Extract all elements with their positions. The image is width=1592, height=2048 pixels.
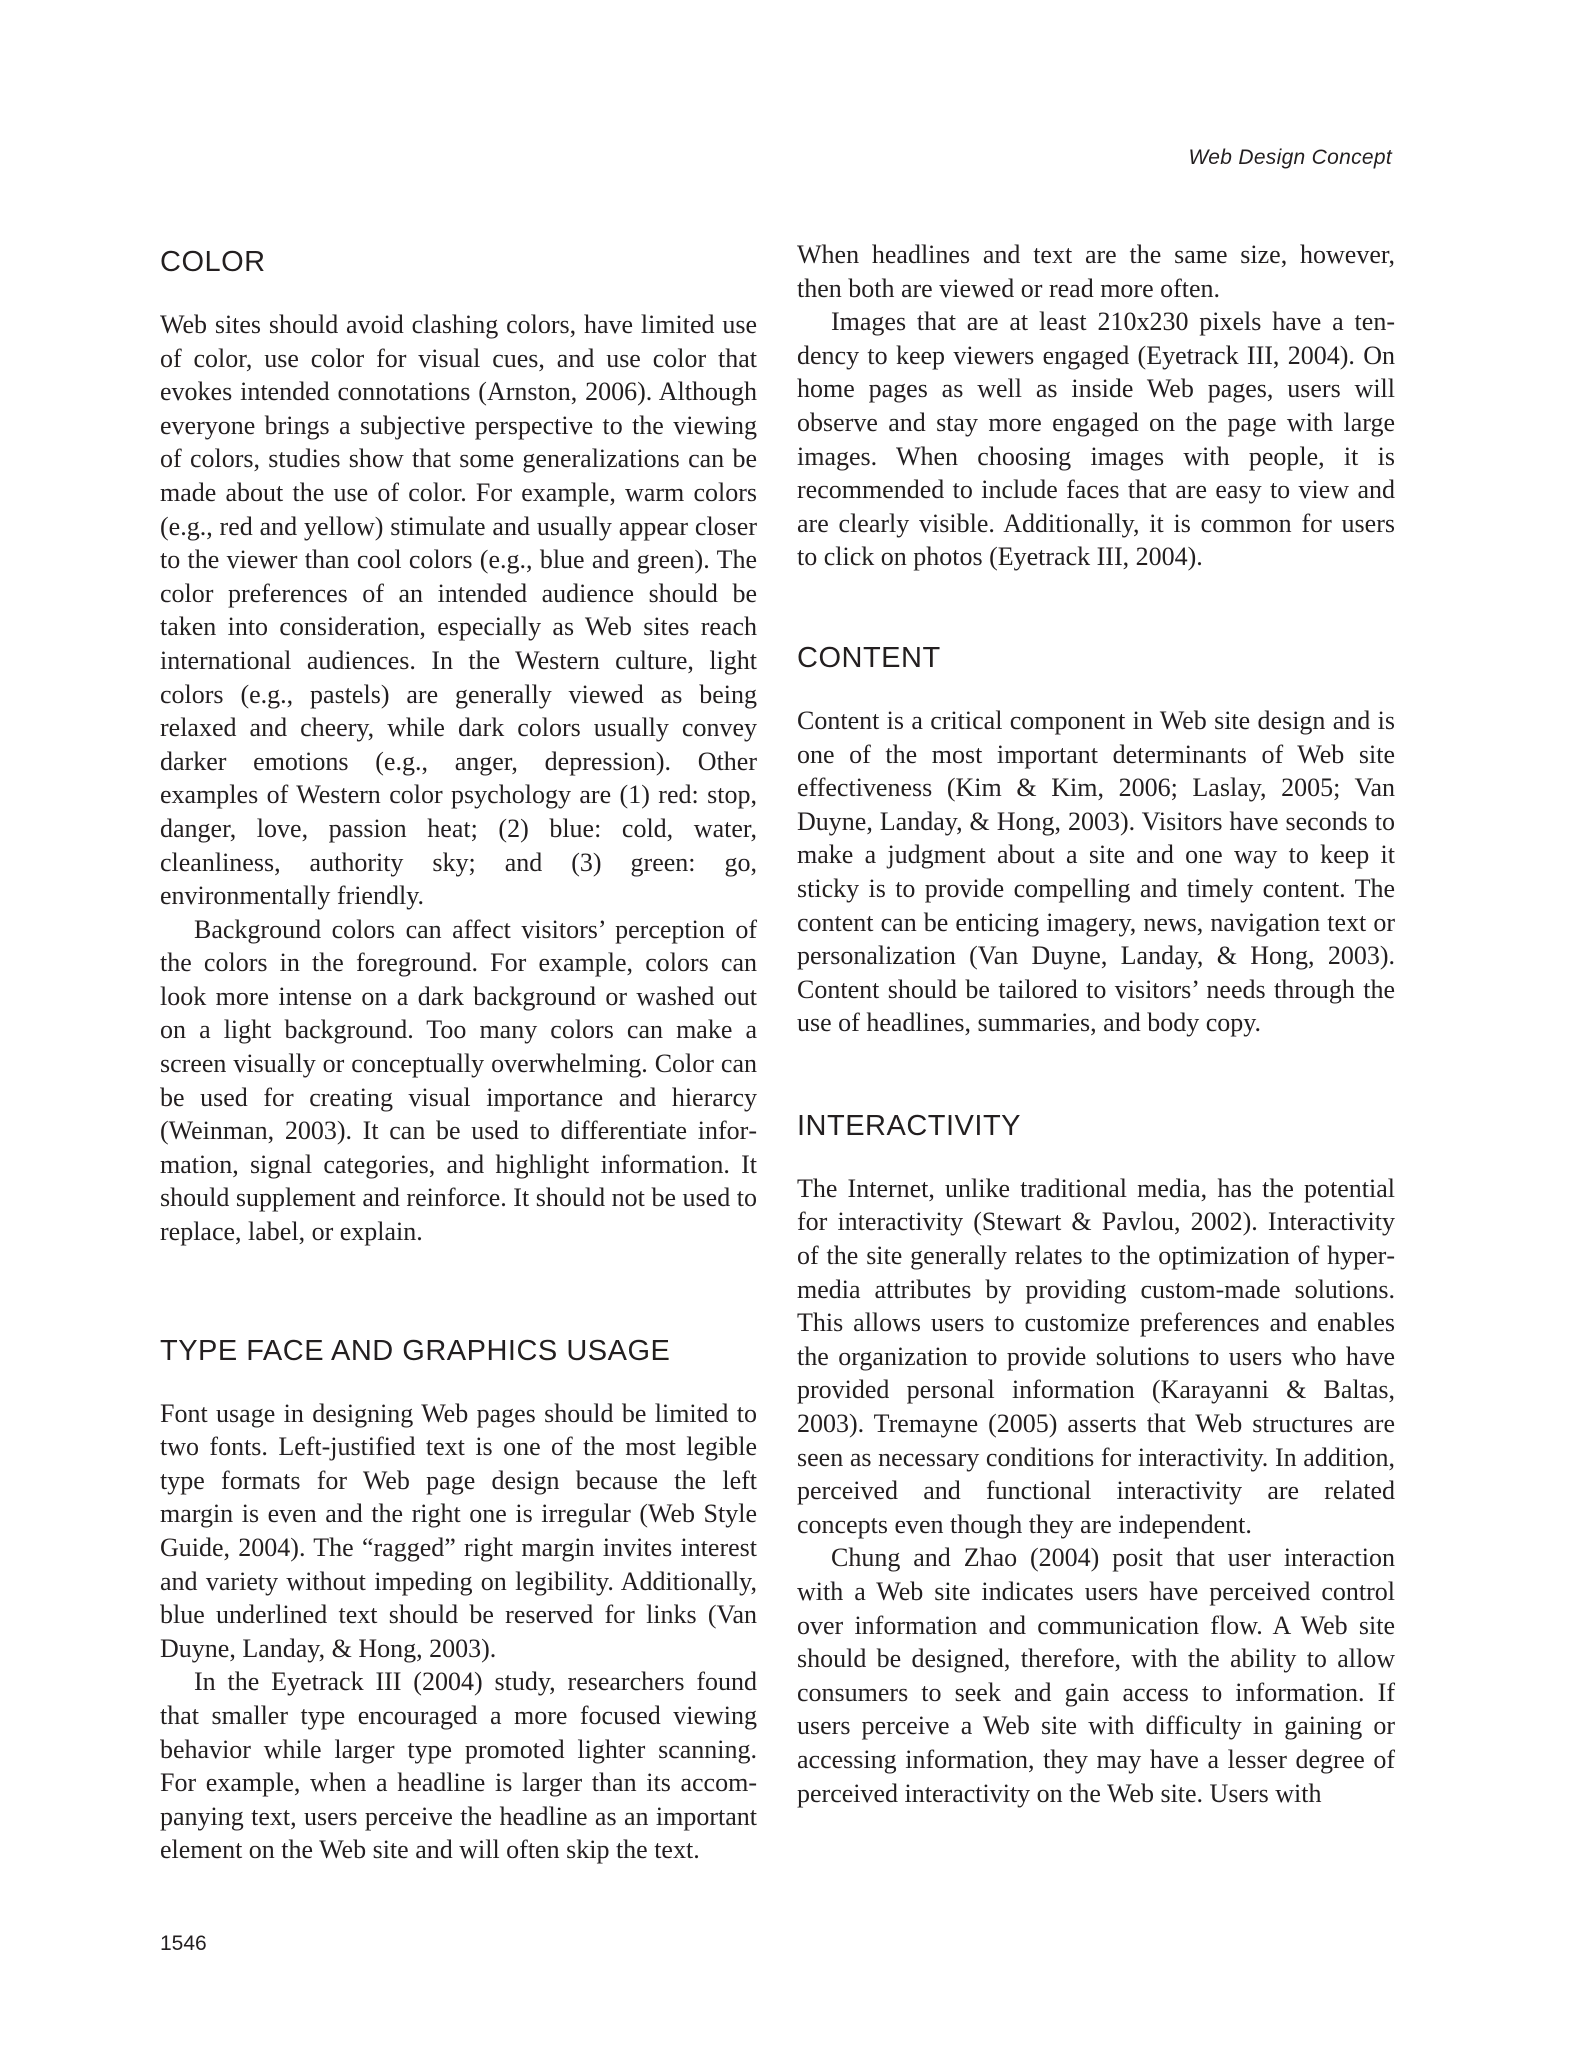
typeface-paragraph-2: In the Eyetrack III (2004) study, researchers found that smaller type encouraged a more focused viewing behavior while larger type promoted lighter scanning. For example, when a headline is larger than its accompanying text, users perceive the headline as an important element on the Web site and will often skip the text. (160, 1667, 757, 1865)
typeface-paragraph-1: Font usage in designing Web pages should be limited to two fonts. Left-justified text is one of the most legible type formats for Web page design because the left margin is even and the right one is irregular (Web Style Guide, 2004). The “ragged” right margin invites interest and variety without impeding on legibility. Additionally, blue underlined text should be reserved for links (Van Duyne, Landay, & Hong, 2003). (160, 1398, 757, 1663)
color-paragraph-1: Web sites should avoid clashing colors, have limited use of color, use color for visual cues, and use color that evokes intended connotations (Arnston, 2006). Although everyone brings a subjective perspective to the viewing of colors, studies show that some generalizations can be made about the use of color. For example, warm colors (e.g., red and yellow) stimulate and usually appear closer to the viewer than cool colors (e.g., blue and green). The color preferences of an intended audience should be taken into consideration, especially as Web sites reach international audiences. In the Western culture, light colors (e.g., pastels) are generally viewed as being relaxed and cheery, while dark colors usually convey darker emotions (e.g., anger, depression). Other examples of Western color psychology are (1) red: stop, danger, love, passion heat; (2) blue: cold, water, cleanliness, authority sky; and (3) green: go, environmentally friendly. (160, 310, 757, 911)
running-header: Web Design Concept (1188, 146, 1392, 169)
content-paragraph-1: Content is a critical component in Web site design and is one of the most important determinants of Web site effectiveness (Kim & Kim, 2006; Laslay, 2005; Van Duyne, Landay, & Hong, 2003). Visitors have seconds to make a judgment about a site and one way to keep it sticky is to provide compelling and timely content. The content can be enticing imagery, news, navigation text or personalization (Van Duyne, Landay, & Hong, 2003). Content should be tailored to visitors’ needs through the use of headlines, summaries, and body copy. (797, 705, 1395, 1038)
continued-paragraph-1: When headlines and text are the same size, however, then both are viewed or read more often. (797, 240, 1395, 303)
continued-paragraph-2: Images that are at least 210x230 pixels have a tendency to keep viewers engaged (Eyetrack III, 2004). On home pages as well as inside Web pages, users will observe and stay more engaged on the page with large images. When choosing images with people, it is recommended to include faces that are easy to view and are clearly visible. Additionally, it is common for users to click on photos (Eyetrack III, 2004). (797, 307, 1395, 572)
heading-color: COLOR (160, 246, 266, 278)
color-paragraph-2: Background colors can affect visitors’ perception of the colors in the foreground. For example, colors can look more intense on a dark background or washed out on a light background. Too many colors can make a screen visually or conceptually overwhelming. Color can be used for creating visual importance and hierarcy (Weinman, 2003). It can be used to differentiate information, signal categories, and highlight information. It should supplement and reinforce. It should not be used to replace, label, or explain. (160, 914, 757, 1247)
heading-interactivity: INTERACTIVITY (797, 1109, 1022, 1142)
right-column (797, 238, 1395, 1810)
left-column (160, 238, 757, 1867)
heading-typeface: TYPE FACE AND GRAPHICS USAGE (160, 1334, 671, 1367)
page-number: 1546 (160, 1932, 207, 1955)
interactivity-paragraph-2: Chung and Zhao (2004) posit that user interaction with a Web site indicates users have perceived control over information and communication flow. A Web site should be designed, therefore, with the ability to allow consumers to seek and gain access to information. If users perceive a Web site with difficulty in gaining or accessing information, they may have a lesser degree of perceived interactivity on the Web site. Users with (797, 1543, 1395, 1808)
heading-content: CONTENT (797, 641, 941, 674)
interactivity-paragraph-1: The Internet, unlike traditional media, has the potential for interactivity (Stewart & Pavlou, 2002). Interactivity of the site generally relates to the optimization of hypermedia attributes by providing custom-made solutions. This allows users to customize preferences and enables the organization to provide solutions to users who have provided personal information (Karayanni & Baltas, 2003). Tremayne (2005) asserts that Web structures are seen as necessary conditions for interactivity. In addition, perceived and functional interactivity are related concepts even though they are independent. (797, 1173, 1395, 1539)
